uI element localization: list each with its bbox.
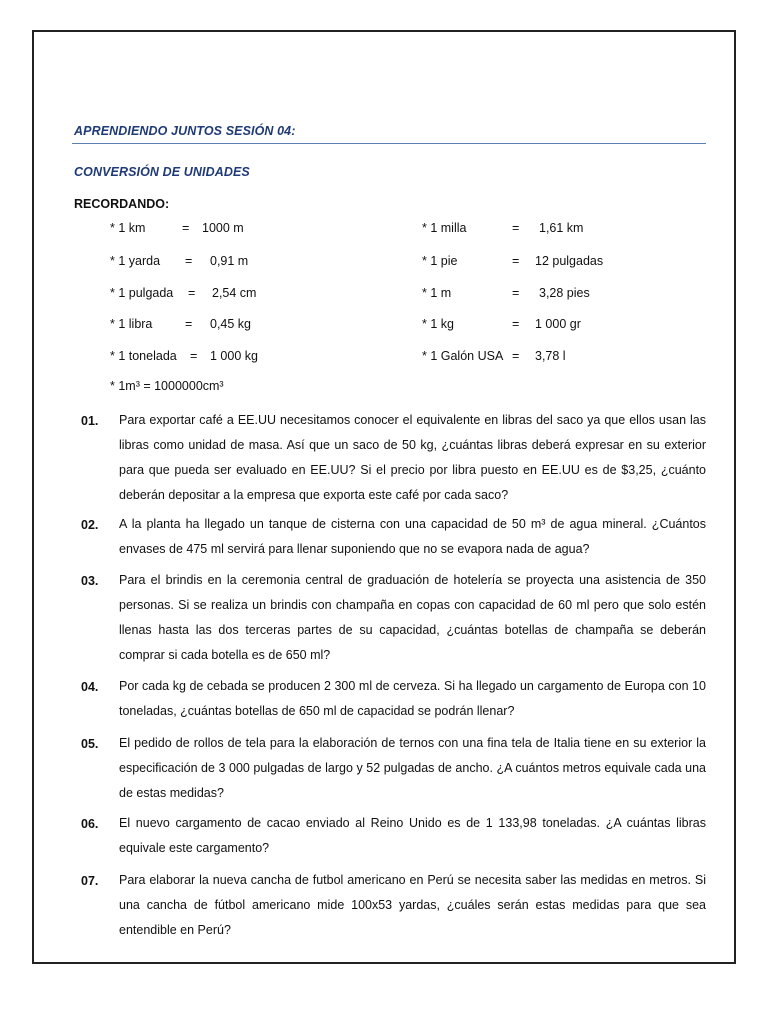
problem-number: 02.	[81, 518, 99, 532]
conversion-equals: =	[188, 286, 196, 300]
problem-text: Por cada kg de cebada se producen 2 300 ml de cerveza. Si ha llegado un cargamento de Europa con 10 toneladas, ¿cuántas botellas de 650 ml de capacidad se podrán llenar?	[119, 679, 706, 718]
problem-text: El pedido de rollos de tela para la elaboración de ternos con una fina tela de Italia tiene en su exterior la especificación de 3 000 pulgadas de largo y 52 pulgadas de ancho. ¿A cuántos metros equivale cada una de estas medidas?	[119, 736, 706, 800]
conversion-unit: * 1 pie	[422, 254, 458, 268]
problem-number: 06.	[81, 817, 99, 831]
conversion-cubic-meter: * 1m³ = 1000000cm³	[110, 379, 224, 393]
heading-divider	[72, 143, 706, 144]
problem-number: 03.	[81, 574, 99, 588]
conversion-unit: * 1 pulgada	[110, 286, 174, 300]
problem-text: Para el brindis en la ceremonia central de graduación de hotelería se proyecta una asistencia de 350 personas. Si se realiza un brindis con champaña en copas con capacidad de 60 ml pero que solo estén llenas hasta las dos terceras partes de su capacidad, ¿cuántas botellas de champaña se deberán comprar si cada botella es de 650 ml?	[119, 573, 706, 662]
conversion-equals: =	[185, 317, 193, 331]
conversion-value: 1 000 kg	[210, 349, 258, 363]
conversion-value: 2,54 cm	[212, 286, 257, 300]
conversion-unit: * 1 tonelada	[110, 349, 177, 363]
conversion-equals: =	[512, 349, 520, 363]
conversion-equals: =	[185, 254, 193, 268]
conversion-value: 1 000 gr	[535, 317, 581, 331]
problem-text: El nuevo cargamento de cacao enviado al Reino Unido es de 1 133,98 toneladas. ¿A cuántas libras equivale este cargamento?	[119, 816, 706, 855]
conversion-unit: * 1 kg	[422, 317, 454, 331]
conversion-value: 0,91 m	[210, 254, 249, 268]
problem-number: 05.	[81, 737, 99, 751]
problem-text: A la planta ha llegado un tanque de cisterna con una capacidad de 50 m³ de agua mineral. ¿Cuántos envases de 475 ml servirá para llenar suponiendo que no se evapora nada de agua?	[119, 517, 706, 556]
conversion-equals: =	[190, 349, 198, 363]
conversion-value: 1000 m	[202, 221, 244, 235]
conversion-value: 0,45 kg	[210, 317, 252, 331]
conversion-unit: * 1 m	[422, 286, 452, 300]
conversion-unit: * 1 Galón USA	[422, 349, 504, 363]
problem-number: 07.	[81, 874, 99, 888]
conversion-equals: =	[182, 221, 190, 235]
problem-number: 04.	[81, 680, 99, 694]
conversion-equals: =	[512, 254, 520, 268]
conversion-unit: * 1 yarda	[110, 254, 161, 268]
conversion-unit: * 1 libra	[110, 317, 153, 331]
session-title: APRENDIENDO JUNTOS SESIÓN 04:	[74, 124, 296, 138]
conversion-value: 3,78 l	[535, 349, 566, 363]
conversion-unit: * 1 km	[110, 221, 146, 235]
problem-number: 01.	[81, 414, 99, 428]
problem-text: Para elaborar la nueva cancha de futbol americano en Perú se necesita saber las medidas en metros. Si una cancha de fútbol americano mide 100x53 yardas, ¿cuáles serán estas medidas para que sea entendible en Perú?	[119, 873, 706, 937]
recordando-label: RECORDANDO:	[74, 197, 170, 211]
conversion-equals: =	[512, 221, 520, 235]
topic-title: CONVERSIÓN DE UNIDADES	[74, 165, 250, 179]
conversion-value: 1,61 km	[539, 221, 584, 235]
conversion-value: 12 pulgadas	[535, 254, 604, 268]
conversion-unit: * 1 milla	[422, 221, 467, 235]
conversion-equals: =	[512, 317, 520, 331]
conversion-value: 3,28 pies	[539, 286, 590, 300]
problem-text: Para exportar café a EE.UU necesitamos conocer el equivalente en libras del saco ya que ellos usan las libras como unidad de masa. Así que un saco de 50 kg, ¿cuántas libras deberá expresar en su exterior para que pueda ser evaluado en EE.UU? Si el precio por libra puesto en EE.UU es de $3,25, ¿cuánto deberán depositar a la empresa que exporta este café por cada saco?	[119, 413, 706, 502]
conversion-equals: =	[512, 286, 520, 300]
